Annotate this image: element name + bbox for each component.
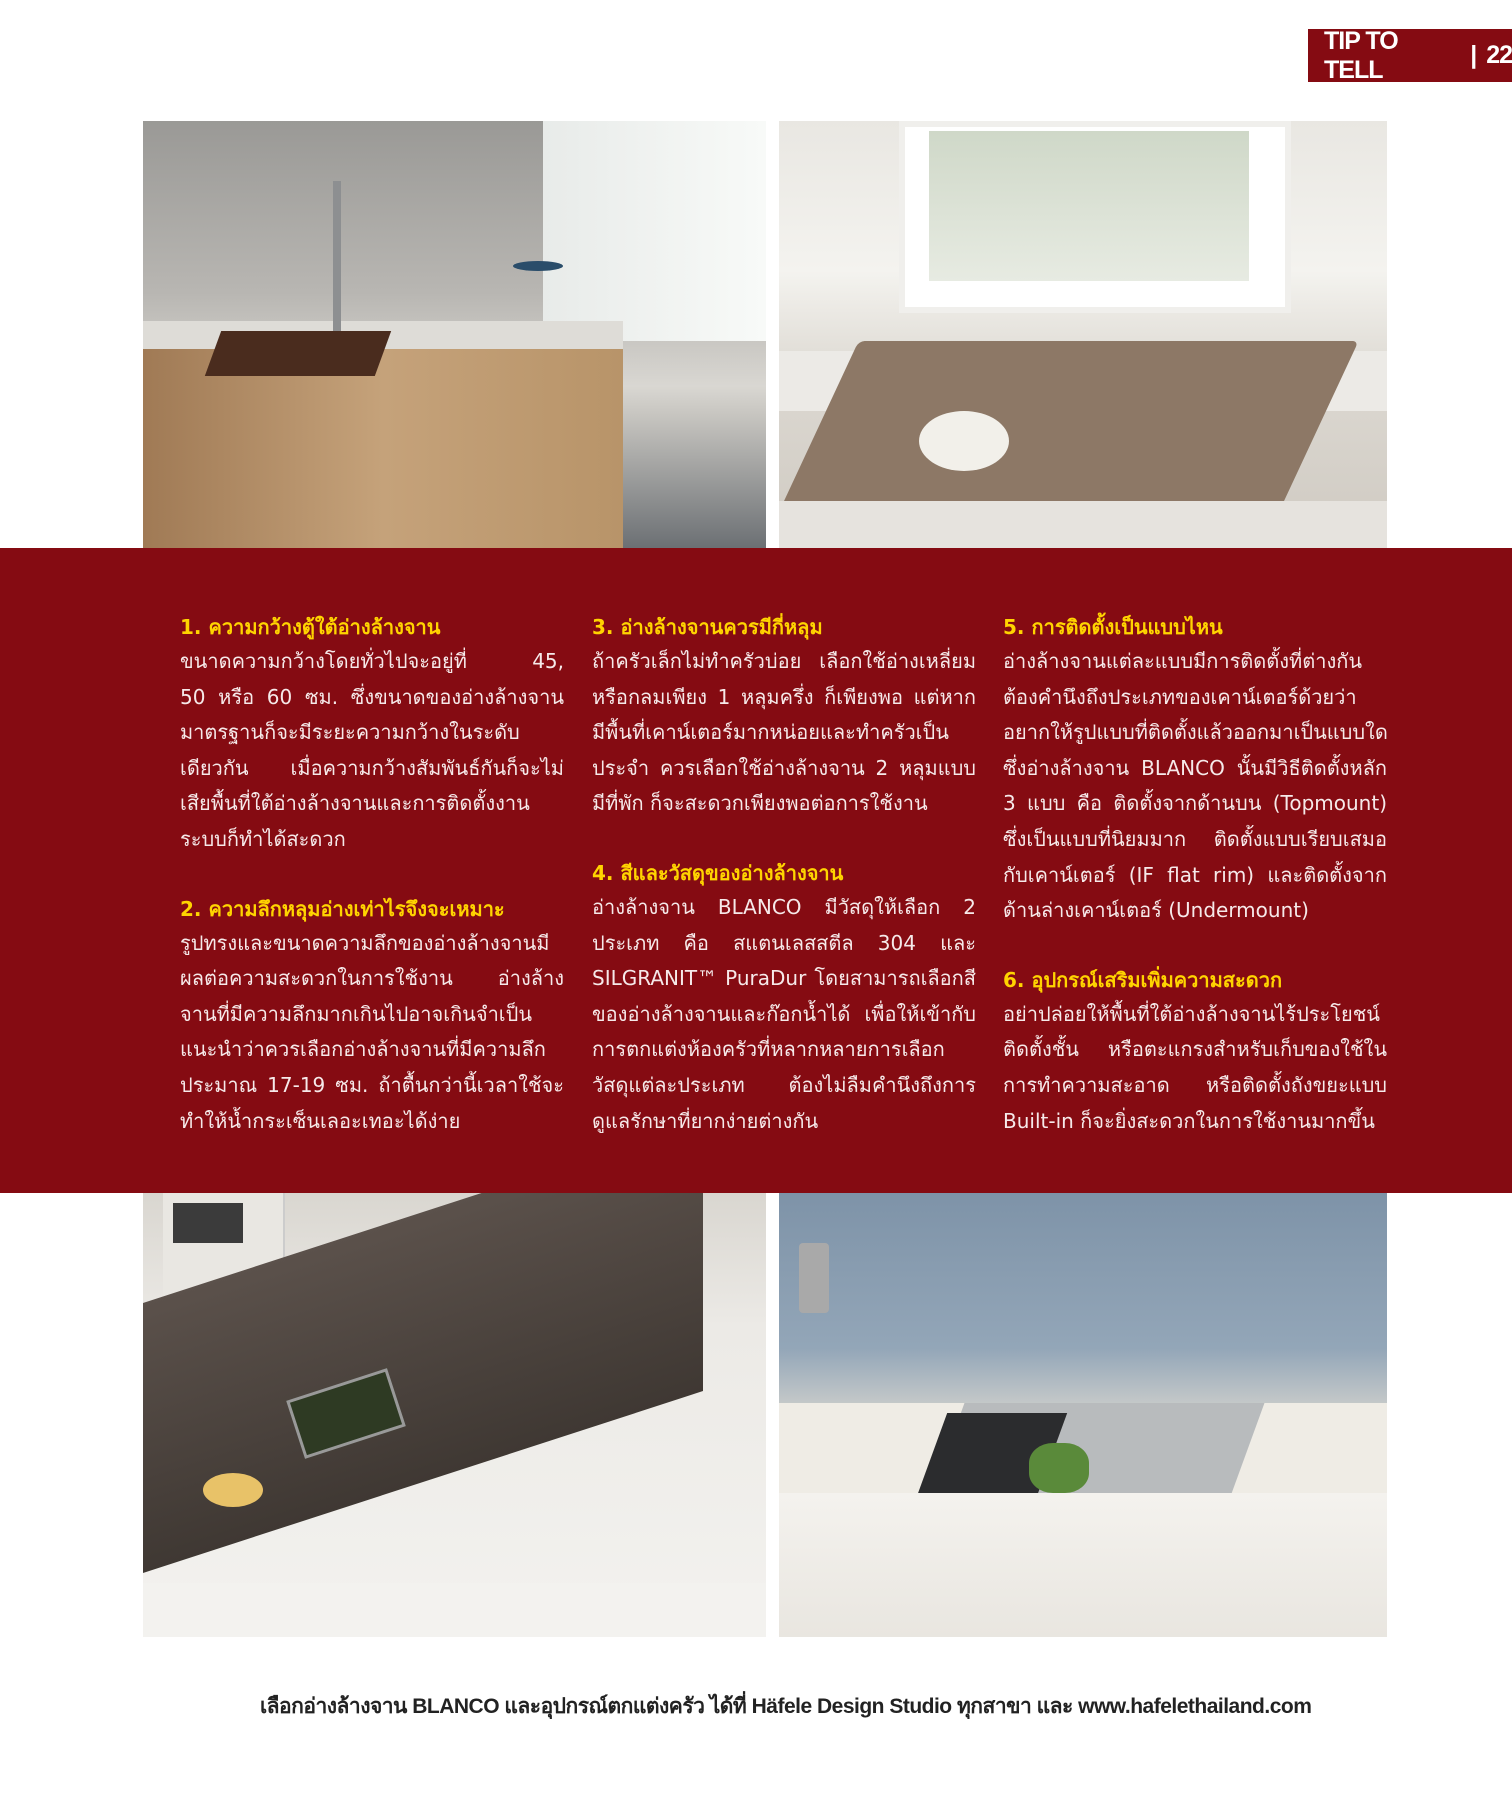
text-column-2 [592, 610, 976, 1173]
section-heading: 2. ความลึกหลุมอ่างเท่าไรจึงจะเหมาะ [180, 896, 505, 921]
section-color-material [592, 856, 976, 1139]
body-line: ผลต่อความสะดวกในการใช้งาน อ่างล้าง [180, 966, 564, 991]
body-line: หรือกลมเพียง 1 หลุมครึ่ง ก็เพียงพอ แต่หาก [592, 684, 976, 709]
body-line: มาตรฐานก็จะมีระยะความกว้างในระดับ [180, 720, 520, 745]
body-line: ขนาดความกว้างโดยทั่วไปจะอยู่ที่ 45, [180, 649, 564, 673]
body-line: วัสดุแต่ละประเภท ต้องไม่ลืมคำนึงถึงการ [592, 1072, 976, 1097]
text-column-1 [180, 610, 564, 1173]
body-line: 50 หรือ 60 ซม. ซึ่งขนาดของอ่างล้างจาน [180, 684, 564, 709]
body-line: การตกแต่งห้องครัวที่หลากหลายการเลือก [592, 1037, 945, 1062]
body-line: อ่างล้างจานแต่ละแบบมีการติดตั้งที่ต่างกัน [1003, 649, 1362, 673]
body-line: ติดตั้งชั้น หรือตะแกรงสำหรับเก็บของใช้ใน [1003, 1037, 1387, 1062]
body-line: อย่าปล่อยให้พื้นที่ใต้อ่างล้างจานไร้ประโยชน์ [1003, 1001, 1380, 1026]
section-heading: 1. ความกว้างตู้ใต้อ่างล้างจาน [180, 615, 441, 639]
body-line: ประเภท คือ สแตนเลสสตีล 304 และ [592, 930, 976, 955]
photo-kitchen-island-sink [143, 1193, 766, 1637]
body-line: แนะนำว่าควรเลือกอ่างล้างจานที่มีความลึก [180, 1037, 546, 1062]
photo-stainless-sink-accessories [779, 1193, 1387, 1637]
body-line: มีพื้นที่เคาน์เตอร์มากหน่อยและทำครัวเป็น [592, 720, 949, 745]
body-line: ประมาณ 17-19 ซม. ถ้าตื้นกว่านี้เวลาใช้จะ [180, 1072, 564, 1097]
section-heading: 4. สีและวัสดุของอ่างล้างจาน [592, 860, 844, 885]
body-line: เสียพื้นที่ใต้อ่างล้างจานและการติดตั้งงาน [180, 791, 530, 816]
section-cabinet-width [180, 610, 564, 858]
body-line: ทำให้น้ำกระเซ็นเลอะเทอะได้ง่าย [180, 1108, 461, 1133]
body-line: ประจำ ควรเลือกใช้อ่างล้างจาน 2 หลุมแบบ [592, 755, 976, 780]
section-installation [1003, 610, 1387, 929]
body-line: Built-in ก็จะยิ่งสะดวกในการใช้งานมากขึ้น [1003, 1108, 1375, 1133]
section-heading: 5. การติดตั้งเป็นแบบไหน [1003, 615, 1223, 639]
body-line: กับเคาน์เตอร์ (IF flat rim) และติดตั้งจาก [1003, 862, 1387, 887]
section-sink-depth [180, 892, 564, 1140]
photo-kitchen-sink-wood-cabinet [143, 121, 766, 549]
section-title: TIP TO TELL [1324, 26, 1398, 84]
header-separator: | [1470, 41, 1477, 69]
body-line: ซึ่งอ่างล้างจาน BLANCO นั้นมีวิธีติดตั้งหลัก [1003, 755, 1387, 780]
body-line: SILGRANIT™ PuraDur โดยสามารถเลือกสี [592, 966, 976, 991]
section-bowl-count [592, 610, 976, 822]
body-line: อ่างล้างจาน BLANCO มีวัสดุให้เลือก 2 [592, 894, 976, 919]
section-accessories [1003, 963, 1387, 1139]
section-heading: 6. อุปกรณ์เสริมเพิ่มความสะดวก [1003, 967, 1283, 992]
body-line: มีที่พัก ก็จะสะดวกเพียงพอต่อการใช้งาน [592, 791, 928, 816]
body-line: จานที่มีความลึกมากเกินไปอาจเกินจำเป็น [180, 1001, 533, 1026]
footer-note: เลือกอ่างล้างจาน BLANCO และอุปกรณ์ตกแต่งครัว ได้ที่ Häfele Design Studio ทุกสาขา และ www.hafelethailand.com [260, 1695, 1312, 1718]
body-line: ดูแลรักษาที่ยากง่ายต่างกัน [592, 1108, 819, 1133]
body-line: ซึ่งเป็นแบบที่นิยมมาก ติดตั้งแบบเรียบเสมอ [1003, 826, 1387, 851]
body-line: เดียวกัน เมื่อความกว้างสัมพันธ์กันก็จะไม่ [180, 755, 564, 780]
photo-granite-double-sink [779, 121, 1387, 549]
page-number: 22 [1486, 41, 1512, 69]
body-line: ด้านล่างเคาน์เตอร์ (Undermount) [1003, 898, 1309, 923]
text-column-3 [1003, 610, 1387, 1173]
body-line: ต้องคำนึงถึงประเภทของเคาน์เตอร์ด้วยว่า [1003, 684, 1357, 709]
section-heading: 3. อ่างล้างจานควรมีกี่หลุม [592, 615, 823, 639]
body-line: ถ้าครัวเล็กไม่ทำครัวบ่อย เลือกใช้อ่างเหลี่ยม [592, 649, 976, 673]
body-line: 3 แบบ คือ ติดตั้งจากด้านบน (Topmount) [1003, 791, 1387, 816]
body-line: รูปทรงและขนาดความลึกของอ่างล้างจานมี [180, 930, 550, 955]
body-line: ของอ่างล้างจานและก๊อกน้ำได้ เพื่อให้เข้ากับ [592, 1001, 976, 1026]
section-header-badge [1308, 26, 1512, 84]
body-line: ระบบก็ทำได้สะดวก [180, 826, 346, 851]
body-line: อยากให้รูปแบบที่ติดตั้งแล้วออกมาเป็นแบบใด [1003, 720, 1388, 745]
body-line: การทำความสะอาด หรือติดตั้งถังขยะแบบ [1003, 1072, 1387, 1097]
